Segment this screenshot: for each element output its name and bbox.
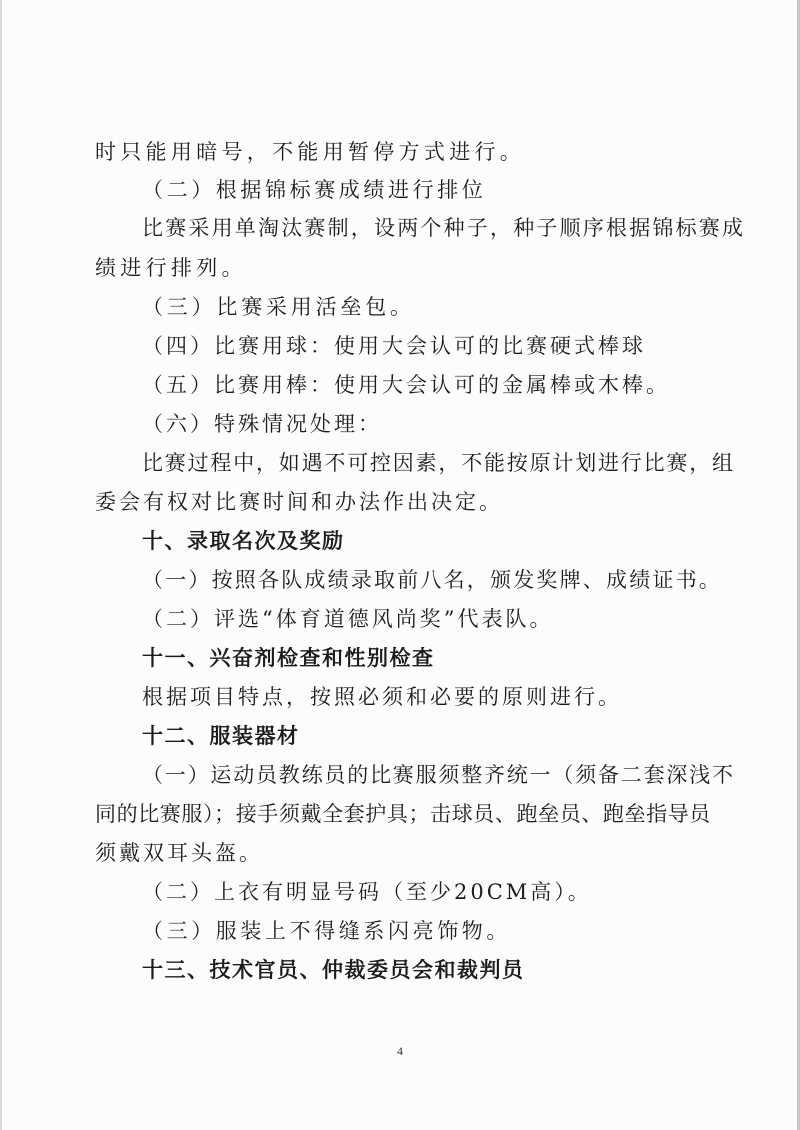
section-heading-13: 十三、技术官员、仲裁委员会和裁判员: [142, 958, 525, 982]
body-line-continuation: 时只能用暗号，不能用暂停方式进行。: [95, 140, 526, 164]
subsection-seeding-title: （二）根据锦标赛成绩进行排位: [142, 178, 487, 202]
subsection-special: （六）特殊情况处理：: [142, 412, 382, 436]
subsection-sportsmanship: （二）评选“体育道德风尚奖”代表队。: [142, 607, 554, 631]
body-line-special-1: 比赛过程中，如遇不可控因素，不能按原计划进行比赛，组: [142, 451, 735, 475]
body-line-seeding-1: 比赛采用单淘汰赛制，设两个种子，种子顺序根据锦标赛成: [142, 216, 746, 240]
body-line-uniform-3: 须戴双耳头盔。: [95, 841, 263, 865]
body-line-uniform-2: 同的比赛服）；接手须戴全套护具；击球员、跑垒员、跑垒指导员: [95, 802, 711, 826]
body-line-special-2: 委会有权对比赛时间和办法作出决定。: [95, 490, 503, 514]
subsection-ranking: （一）按照各队成绩录取前八名，颁发奖牌、成绩证书。: [142, 568, 722, 592]
subsection-bases: （三）比赛采用活垒包。: [142, 295, 415, 319]
scan-edge-left: [0, 0, 2, 1130]
body-line-seeding-2: 绩进行排列。: [95, 256, 247, 280]
subsection-ball: （四）比赛用球：使用大会认可的比赛硬式棒球: [142, 334, 646, 358]
body-line-doping: 根据项目特点，按照必须和必要的原则进行。: [142, 685, 622, 709]
section-heading-10: 十、录取名次及奖励: [142, 529, 345, 553]
page-number: 4: [397, 1044, 403, 1058]
section-heading-11: 十一、兴奋剂检查和性别检查: [142, 646, 435, 670]
body-line-uniform-1: （一）运动员教练员的比赛服须整齐统一（须备二套深浅不: [142, 763, 735, 787]
section-heading-12: 十二、服装器材: [142, 724, 300, 748]
subsection-decoration: （三）服装上不得缝系闪亮饰物。: [142, 919, 511, 943]
subsection-jersey-number: （二）上衣有明显号码（至少20CM高）。: [142, 880, 592, 904]
subsection-bat: （五）比赛用棒：使用大会认可的金属棒或木棒。: [142, 373, 670, 397]
